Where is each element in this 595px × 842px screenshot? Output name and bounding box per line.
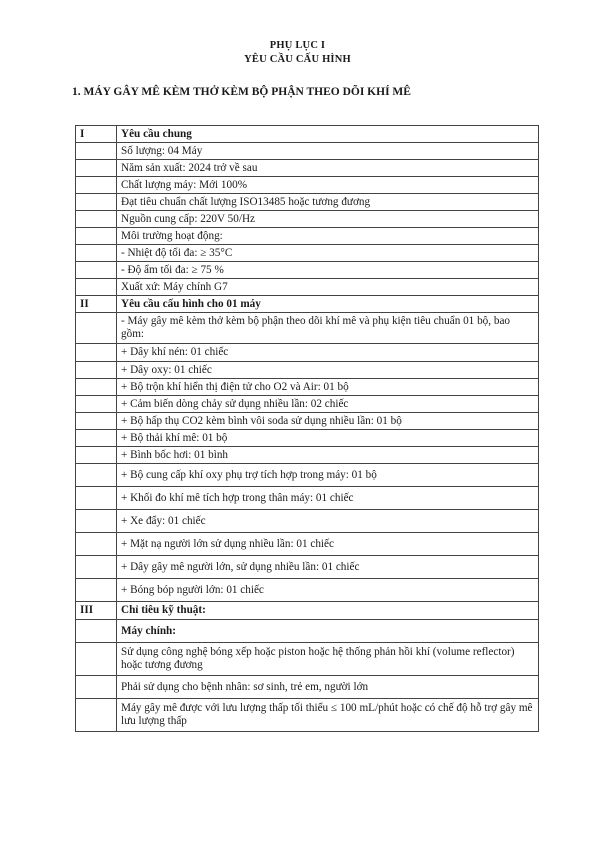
table-cell: + Dây khí nén: 01 chiếc bbox=[117, 344, 539, 362]
table-cell: Sử dụng công nghệ bóng xếp hoặc piston hoặc hệ thống phản hồi khí (volume reflector) hoặc tương đương bbox=[117, 643, 539, 676]
table-cell: + Xe đẩy: 01 chiếc bbox=[117, 510, 539, 533]
table-cell: Đạt tiêu chuẩn chất lượng ISO13485 hoặc tương đương bbox=[117, 194, 539, 211]
table-row bbox=[76, 464, 539, 487]
table-cell: + Bộ cung cấp khí oxy phụ trợ tích hợp trong máy: 01 bộ bbox=[117, 464, 539, 487]
table-row bbox=[76, 160, 539, 177]
table-row bbox=[76, 177, 539, 194]
table-cell: Máy chính: bbox=[117, 620, 539, 643]
section-title: Yêu cầu cấu hình cho 01 máy bbox=[117, 296, 539, 313]
requirements-table bbox=[75, 125, 539, 732]
table-row bbox=[76, 194, 539, 211]
table-cell: Chất lượng máy: Mới 100% bbox=[117, 177, 539, 194]
table-row bbox=[76, 379, 539, 396]
table-cell: + Dây oxy: 01 chiếc bbox=[117, 362, 539, 379]
table-cell: + Cảm biến dòng chảy sử dụng nhiều lần: 02 chiếc bbox=[117, 396, 539, 413]
table-row bbox=[76, 676, 539, 699]
section-number: I bbox=[76, 126, 117, 143]
table-row bbox=[76, 447, 539, 464]
table-row bbox=[76, 430, 539, 447]
table-cell: + Mặt nạ người lớn sử dụng nhiều lần: 01 chiếc bbox=[117, 533, 539, 556]
section-row bbox=[76, 126, 539, 143]
table-cell: Nguồn cung cấp: 220V 50/Hz bbox=[117, 211, 539, 228]
table-cell: Phải sử dụng cho bệnh nhân: sơ sinh, trẻ em, người lớn bbox=[117, 676, 539, 699]
table-row bbox=[76, 620, 539, 643]
table-cell: + Bộ hấp thụ CO2 kèm bình vôi soda sử dụng nhiều lần: 01 bộ bbox=[117, 413, 539, 430]
appendix-title: PHỤ LỤC I bbox=[269, 40, 326, 51]
table-row bbox=[76, 313, 539, 344]
section-heading: 1. MÁY GÂY MÊ KÈM THỞ KÈM BỘ PHẬN THEO DÕI KHÍ MÊ bbox=[72, 86, 411, 98]
table-row bbox=[76, 643, 539, 676]
table-row bbox=[76, 510, 539, 533]
section-title: Yêu cầu chung bbox=[117, 126, 539, 143]
table-row bbox=[76, 556, 539, 579]
table-cell: Máy gây mê được với lưu lượng thấp tối thiểu ≤ 100 mL/phút hoặc có chế độ hỗ trợ gây mê lưu lượng thấp bbox=[117, 699, 539, 732]
table-row bbox=[76, 228, 539, 245]
table-row bbox=[76, 487, 539, 510]
table-row bbox=[76, 279, 539, 296]
table-cell: + Dây gây mê người lớn, sử dụng nhiều lần: 01 chiếc bbox=[117, 556, 539, 579]
appendix-subtitle: YÊU CẦU CẤU HÌNH bbox=[244, 54, 351, 65]
table-row bbox=[76, 699, 539, 732]
section-row bbox=[76, 602, 539, 620]
table-row bbox=[76, 579, 539, 602]
table-row bbox=[76, 211, 539, 228]
section-title: Chỉ tiêu kỹ thuật: bbox=[117, 602, 539, 620]
table-row bbox=[76, 245, 539, 262]
table-row bbox=[76, 344, 539, 362]
section-number: III bbox=[76, 602, 117, 620]
table-cell: - Máy gây mê kèm thở kèm bộ phận theo dõi khí mê và phụ kiện tiêu chuẩn 01 bộ, bao gồm: bbox=[117, 313, 539, 344]
section-number: II bbox=[76, 296, 117, 313]
table-cell: Năm sản xuất: 2024 trở về sau bbox=[117, 160, 539, 177]
table-cell: - Độ ẩm tối đa: ≥ 75 % bbox=[117, 262, 539, 279]
table-cell: Số lượng: 04 Máy bbox=[117, 143, 539, 160]
table-cell: Xuất xứ: Máy chính G7 bbox=[117, 279, 539, 296]
table-row bbox=[76, 533, 539, 556]
table-cell: + Bóng bóp người lớn: 01 chiếc bbox=[117, 579, 539, 602]
table-row bbox=[76, 396, 539, 413]
table-cell: - Nhiệt độ tối đa: ≥ 35°C bbox=[117, 245, 539, 262]
table-cell: Môi trường hoạt động: bbox=[117, 228, 539, 245]
table-cell: + Bộ thải khí mê: 01 bộ bbox=[117, 430, 539, 447]
table-cell: + Bộ trộn khí hiển thị điện tử cho O2 và Air: 01 bộ bbox=[117, 379, 539, 396]
table-row bbox=[76, 362, 539, 379]
table-cell: + Bình bốc hơi: 01 bình bbox=[117, 447, 539, 464]
table-cell: + Khối đo khí mê tích hợp trong thân máy: 01 chiếc bbox=[117, 487, 539, 510]
section-row bbox=[76, 296, 539, 313]
table-row bbox=[76, 143, 539, 160]
table-row bbox=[76, 413, 539, 430]
table-row bbox=[76, 262, 539, 279]
